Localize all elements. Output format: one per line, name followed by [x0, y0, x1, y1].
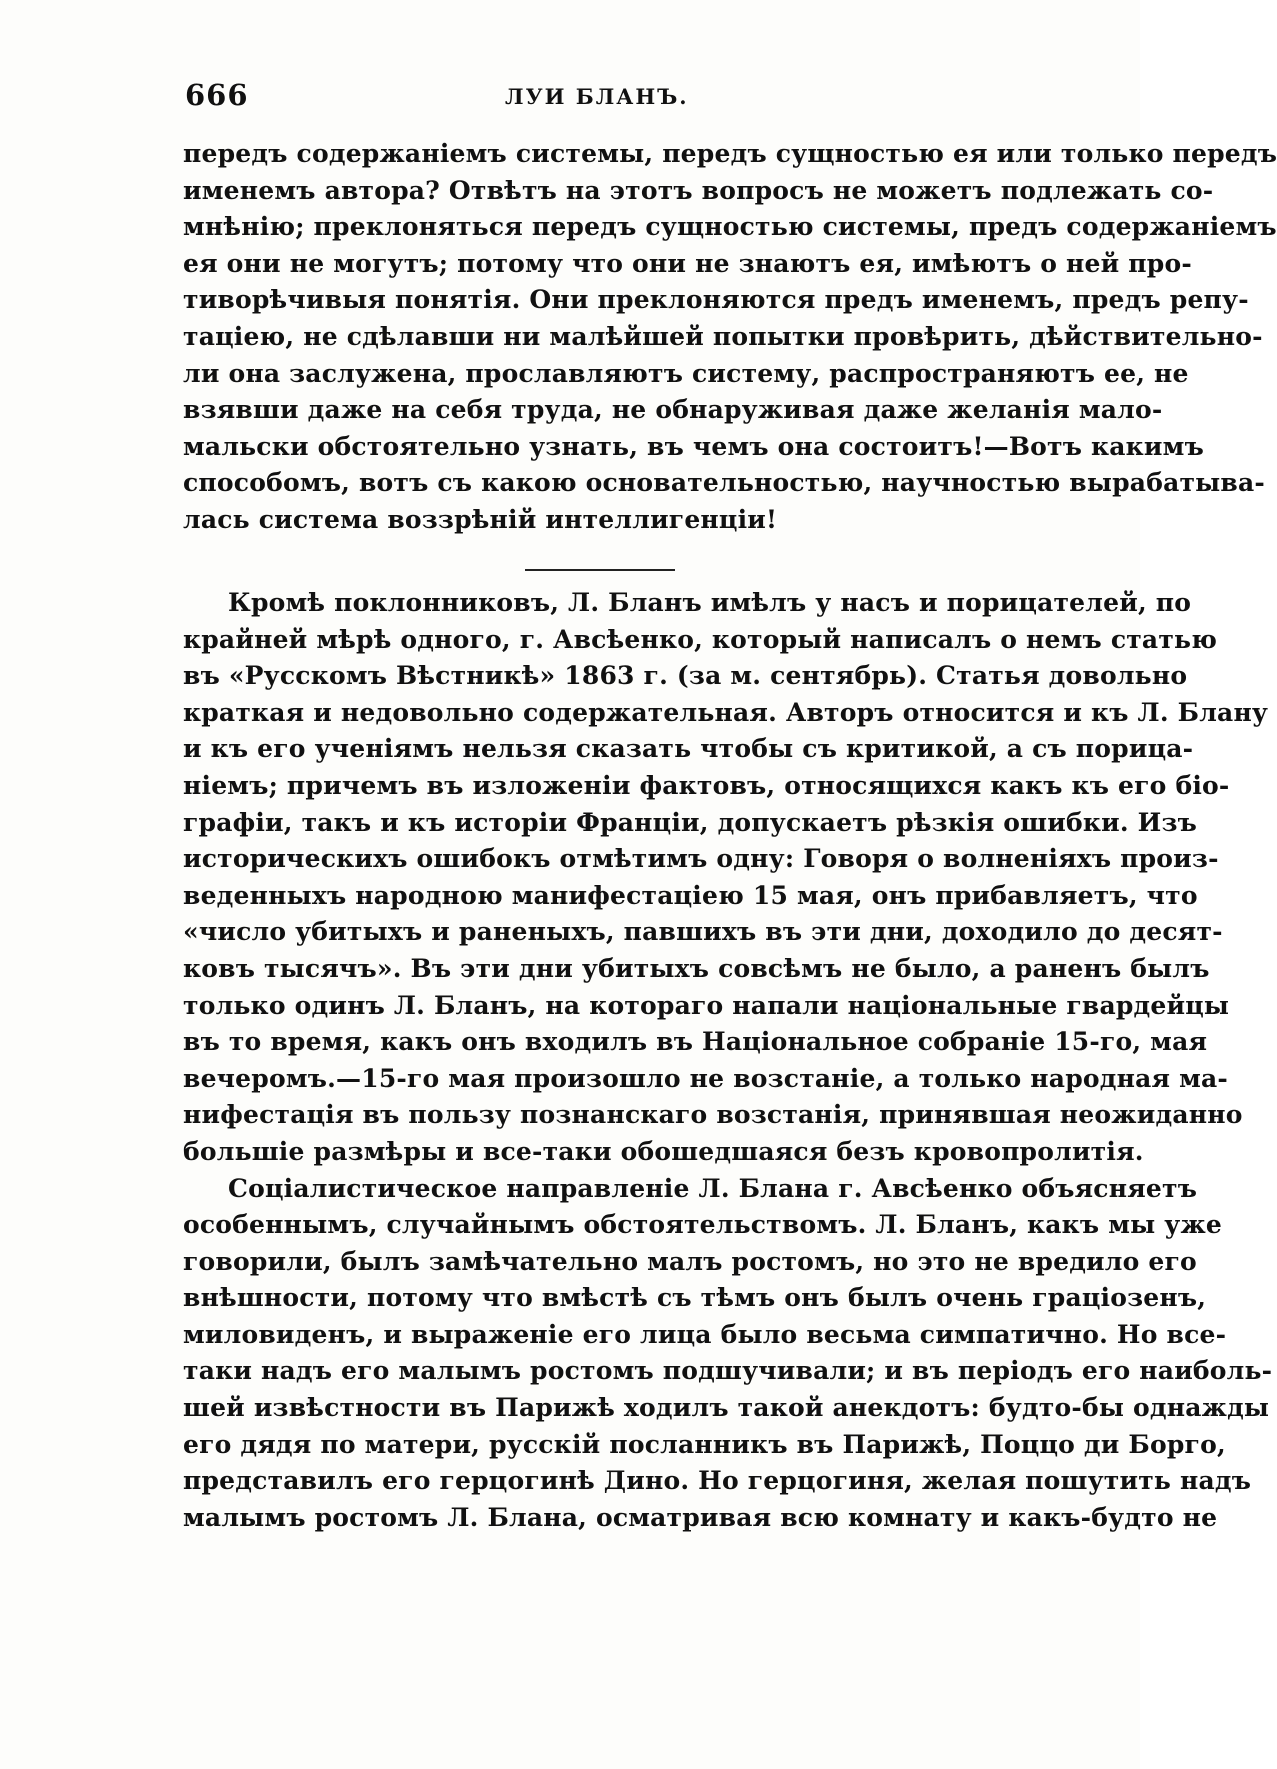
text-line: историческихъ ошибокъ отмѣтимъ одну: Говоря о волненіяхъ произ- — [183, 844, 1219, 874]
text-line: ніемъ; причемъ въ изложеніи фактовъ, относящихся какъ къ его біо- — [183, 770, 1230, 800]
text-line: лась система воззрѣній интеллигенціи! — [183, 504, 778, 534]
text-line: ея они не могутъ; потому что они не знаютъ ея, имѣютъ о ней про- — [183, 248, 1192, 278]
running-head: ЛУИ БЛАНЪ. — [505, 84, 689, 109]
text-line: именемъ автора? Отвѣтъ на этотъ вопросъ не можетъ подлежать со- — [183, 175, 1214, 205]
text-line: въ то время, какъ онъ входилъ въ Національное собраніе 15-го, мая — [183, 1027, 1208, 1057]
text-line: мнѣнію; преклоняться передъ сущностью системы, предъ содержаніемъ — [183, 212, 1277, 242]
text-line: шей извѣстности въ Парижѣ ходилъ такой анекдотъ: будто-бы однажды — [183, 1393, 1270, 1423]
text-line: Кромѣ поклонниковъ, Л. Бланъ имѣлъ у насъ и порицателей, по — [228, 588, 1192, 617]
text-line: крайней мѣрѣ одного, г. Авсѣенко, который написалъ о немъ статью — [183, 624, 1218, 654]
text-line: способомъ, вотъ съ какою основательностью, научностью вырабатыва- — [183, 468, 1265, 498]
text-line: таціею, не сдѣлавши ни малѣйшей попытки провѣрить, дѣйствительно- — [183, 321, 1263, 351]
text-line: ковъ тысячъ». Въ эти дни убитыхъ совсѣмъ не было, а раненъ былъ — [183, 953, 1210, 983]
text-line: миловиденъ, и выраженіе его лица было весьма симпатично. Но все- — [183, 1319, 1227, 1349]
text-line: ли она заслужена, прославляютъ систему, распространяютъ ее, не — [183, 358, 1189, 388]
text-line: особеннымъ, случайнымъ обстоятельствомъ. Л. Бланъ, какъ мы уже — [183, 1210, 1223, 1240]
text-line: тиворѣчивыя понятія. Они преклоняются предъ именемъ, предъ репу- — [183, 285, 1249, 315]
text-line: «число убитыхъ и раненыхъ, павшихъ въ эти дни, доходило до десят- — [183, 917, 1223, 947]
paragraph-critics — [183, 585, 1273, 1536]
text-line: взявши даже на себя труда, не обнаруживая даже желанія мало- — [183, 395, 1163, 425]
text-line: въ «Русскомъ Вѣстникѣ» 1863 г. (за м. сентябрь). Статья довольно — [183, 661, 1188, 691]
text-line: внѣшности, потому что вмѣстѣ съ тѣмъ онъ былъ очень граціозенъ, — [183, 1283, 1207, 1313]
page-number: 666 — [185, 78, 249, 112]
text-line: краткая и недовольно содержательная. Авторъ относится и къ Л. Блану — [183, 697, 1269, 727]
text-line: большіе размѣры и все-таки обошедшаяся безъ кровопролитія. — [183, 1136, 1144, 1166]
text-line: передъ содержаніемъ системы, передъ сущностью ея или только передъ — [183, 139, 1277, 168]
text-line: представилъ его герцогинѣ Дино. Но герцогиня, желая пошутить надъ — [183, 1466, 1252, 1496]
text-line: нифестація въ пользу познанскаго возстанія, принявшая неожиданно — [183, 1100, 1243, 1130]
text-line: вечеромъ.—15-го мая произошло не возстаніе, а только народная ма- — [183, 1063, 1228, 1093]
section-divider — [525, 569, 675, 571]
text-line: веденныхъ народною манифестаціею 15 мая, онъ прибавляетъ, что — [183, 880, 1198, 910]
text-line: и къ его ученіямъ нельзя сказать чтобы съ критикой, а съ порица- — [183, 734, 1194, 764]
text-line: только одинъ Л. Бланъ, на котораго напали національные гвардейцы — [183, 990, 1230, 1020]
text-line: Соціалистическое направленіе Л. Блана г. Авсѣенко объясняетъ — [228, 1173, 1198, 1203]
text-line: малымъ ростомъ Л. Блана, осматривая всю комнату и какъ-будто не — [183, 1502, 1218, 1532]
page-header — [185, 78, 1027, 118]
text-line: говорили, былъ замѣчательно малъ ростомъ, но это не вредило его — [183, 1246, 1197, 1276]
text-line: мальски обстоятельно узнать, въ чемъ она состоитъ!—Вотъ какимъ — [183, 431, 1204, 461]
text-line: его дядя по матери, русскій посланникъ въ Парижѣ, Поццо ди Борго, — [183, 1429, 1226, 1459]
paragraph-continuation — [183, 136, 1277, 539]
text-line: графіи, такъ и къ исторіи Франціи, допускаетъ рѣзкія ошибки. Изъ — [183, 807, 1198, 837]
text-line: таки надъ его малымъ ростомъ подшучивали; и въ періодъ его наиболь- — [183, 1356, 1273, 1386]
